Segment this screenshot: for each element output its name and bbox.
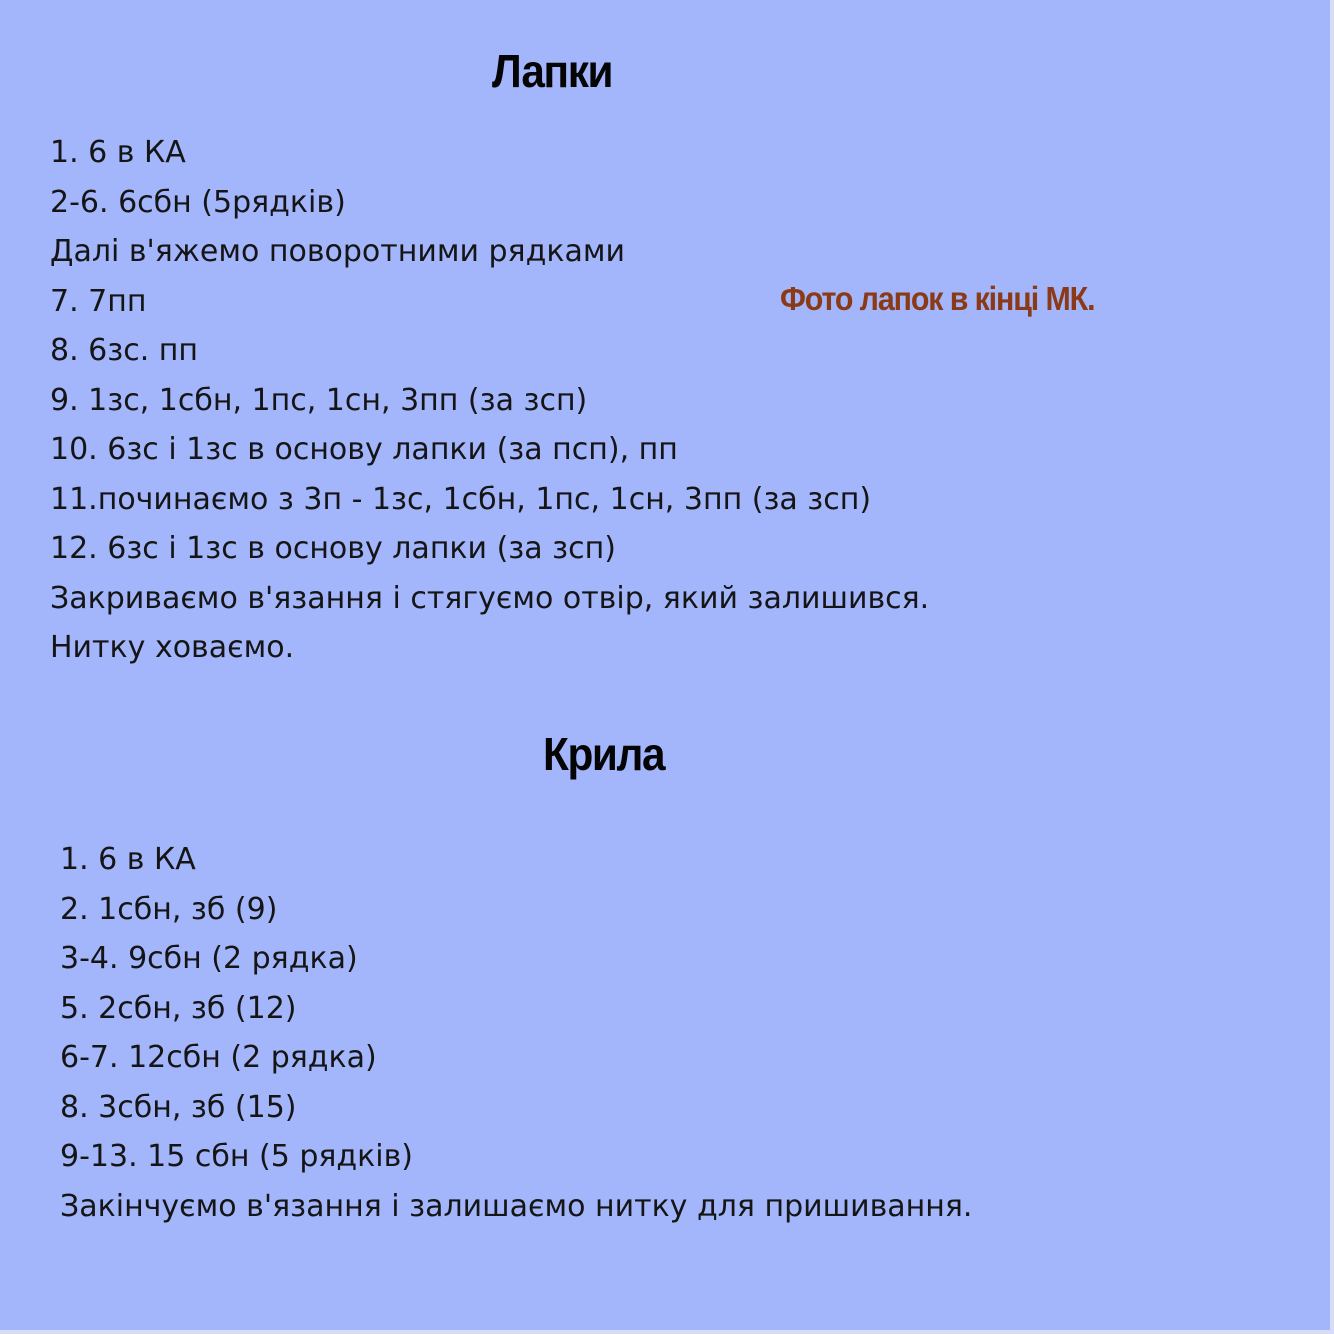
list-item: 9-13. 15 сбн (5 рядків) [60, 1139, 414, 1174]
list-item: 6-7. 12сбн (2 рядка) [60, 1040, 377, 1075]
paws-steps-list [50, 128, 929, 673]
list-item: 2. 1сбн, зб (9) [60, 891, 278, 927]
list-item: Нитку ховаємо. [50, 630, 295, 665]
list-item: 7. 7пп [50, 283, 147, 319]
list-item: 1. 6 в КА [60, 842, 196, 877]
list-item: 12. 6зс і 1зс в основу лапки (за зсп) [50, 531, 616, 566]
list-item: 11.починаємо з 3п - 1зс, 1сбн, 1пс, 1сн, 3пп (за зсп) [50, 481, 872, 517]
paws-photo-note: Фото лапок в кінці МК. [780, 280, 1095, 317]
list-item: 8. 3сбн, зб (15) [60, 1089, 297, 1125]
list-item: 5. 2сбн, зб (12) [60, 990, 297, 1026]
paws-section-title: Лапки [492, 45, 613, 97]
list-item: Закриваємо в'язання і стягуємо отвір, який залишився. [50, 580, 930, 616]
list-item: 10. 6зс і 1зс в основу лапки (за псп), пп [50, 432, 678, 467]
wings-section-title: Крила [543, 728, 665, 780]
list-item: 1. 6 в КА [50, 135, 186, 170]
list-item: 8. 6зс. пп [50, 333, 198, 368]
list-item: Далі в'яжемо поворотними рядками [50, 234, 625, 269]
list-item: 9. 1зс, 1сбн, 1пс, 1сн, 3пп (за зсп) [50, 382, 588, 418]
list-item: 2-6. 6сбн (5рядків) [50, 184, 346, 220]
list-item: 3-4. 9сбн (2 рядка) [60, 941, 358, 976]
list-item: Закінчуємо в'язання і залишаємо нитку для пришивання. [60, 1188, 973, 1224]
wings-steps-list [60, 835, 972, 1231]
